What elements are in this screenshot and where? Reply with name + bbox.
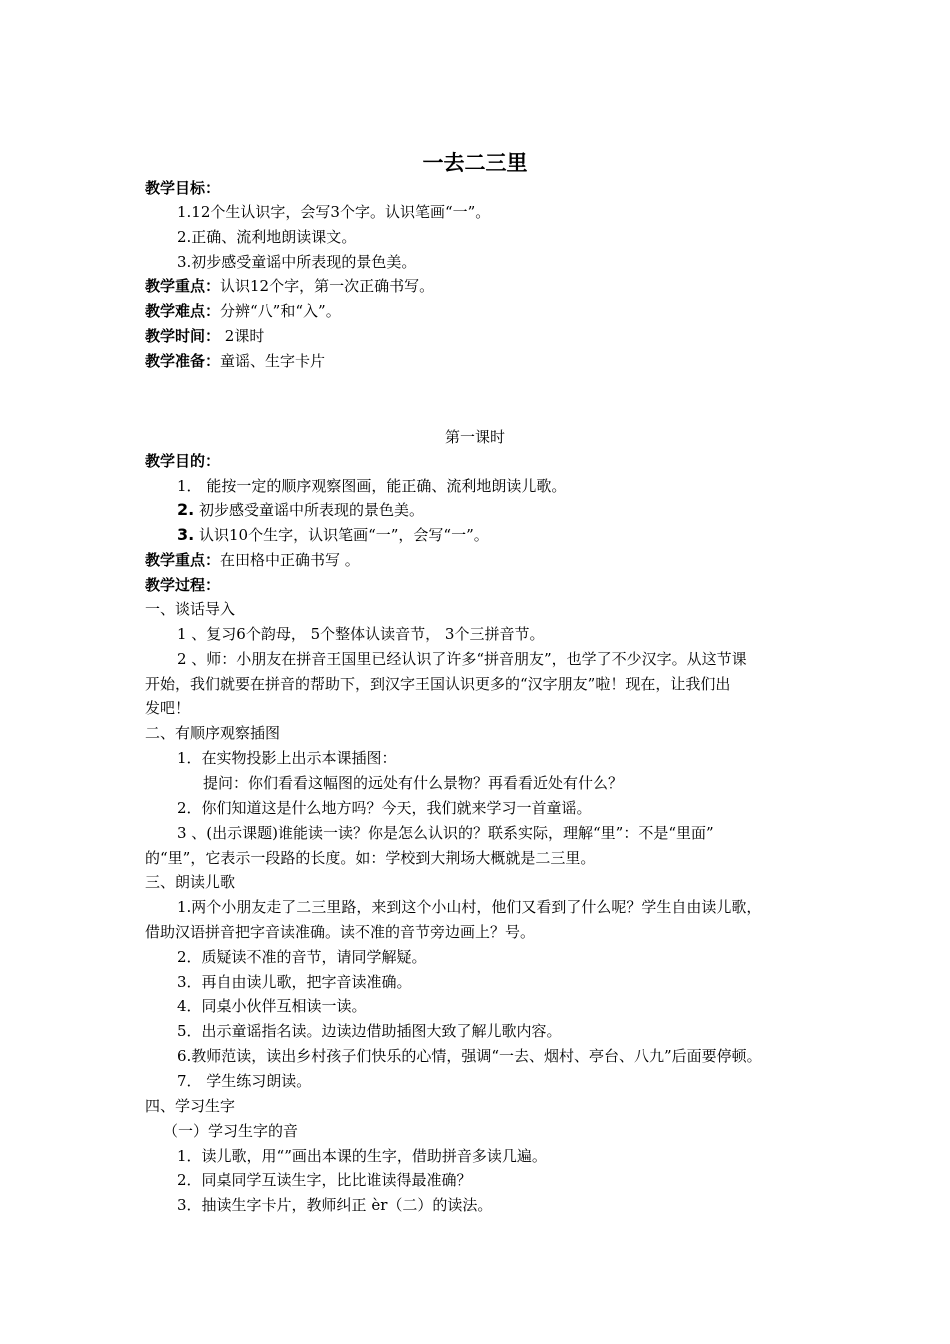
purpose-item	[177, 476, 950, 496]
key-text: 认识12个字，第一次正确书写。	[220, 277, 435, 295]
purpose-num: 3.	[177, 525, 195, 544]
difficulty-label: 教学难点：	[145, 302, 221, 320]
prep-text: 童谣、生字卡片	[220, 352, 326, 370]
time-label: 教学时间：	[145, 327, 221, 345]
key-label: 教学重点：	[145, 277, 221, 295]
purpose-label: 教学目的：	[145, 452, 221, 470]
subsection-title: （一）学习生字的音	[163, 1122, 299, 1140]
time-text: 2课时	[220, 327, 265, 345]
paragraph-line: 发吧！	[145, 699, 191, 717]
paragraph-line: 的“里”，它表示一段路的长度。如：学校到大荆场大概就是二三里。	[145, 849, 596, 867]
section-title: 一、谈话导入	[145, 600, 236, 618]
section-title: 二、有顺序观察插图	[145, 724, 281, 742]
paragraph-line: 借助汉语拼音把字音读准确。读不准的音节旁边画上？号。	[145, 923, 536, 941]
goal-item: 1.12个生认识字，会写3个字。认识笔画“一”。	[177, 203, 491, 221]
prep-label: 教学准备：	[145, 352, 221, 370]
purpose-text: 初步感受童谣中所表现的景色美。	[194, 501, 424, 519]
preparation	[145, 351, 950, 371]
purpose-item	[177, 500, 950, 520]
paragraph-line: 2．你们知道这是什么地方吗？今天，我们就来学习一首童谣。	[177, 799, 592, 817]
paragraph-line: 4．同桌小伙伴互相读一读。	[177, 997, 367, 1015]
paragraph-line: 1.两个小朋友走了二三里路，来到这个小山村，他们又看到了什么呢？学生自由读儿歌，	[177, 898, 762, 916]
teaching-time	[145, 326, 950, 346]
section-title: 三、朗读儿歌	[145, 873, 236, 891]
purpose-item	[177, 525, 950, 545]
purpose-text: 能按一定的顺序观察图画，能正确、流利地朗读儿歌。	[201, 477, 567, 495]
paragraph-line: 1 、复习6个韵母， 5个整体认读音节， 3个三拼音节。	[177, 625, 545, 643]
section-title: 四、学习生字	[145, 1097, 236, 1115]
goal-item: 2.正确、流利地朗读课文。	[177, 228, 357, 246]
paragraph-line: 3．抽读生字卡片，教师纠正 èr（二）的读法。	[177, 1196, 493, 1214]
lesson1-key-text: 在田格中正确书写 。	[220, 551, 360, 569]
document-title: 一去二三里	[422, 150, 528, 175]
difficulty-text: 分辨“八”和“入”。	[220, 302, 341, 320]
paragraph-line: 开始，我们就要在拼音的帮助下，到汉字王国认识更多的“汉字朋友”啦！现在，让我们出	[145, 675, 731, 693]
paragraph-line: 7． 学生练习朗读。	[177, 1072, 312, 1090]
paragraph-line: 3．再自由读儿歌，把字音读准确。	[177, 973, 412, 991]
lesson1-key-label: 教学重点：	[145, 551, 221, 569]
purpose-num: 1．	[177, 477, 202, 495]
paragraph-line: 1．在实物投影上出示本课插图：	[177, 749, 397, 767]
process-label: 教学过程：	[145, 576, 221, 594]
key-points	[145, 276, 950, 296]
paragraph-line: 提问：你们看看这幅图的远处有什么景物？再看看近处有什么？	[203, 774, 624, 792]
purpose-text: 认识10个生字，认识笔画“一”，会写“一”。	[194, 526, 489, 544]
paragraph-line: 3 、(出示课题)谁能读一读？你是怎么认识的？联系实际，理解“里”：不是“里面”	[177, 824, 714, 842]
difficulty	[145, 301, 950, 321]
goals-label: 教学目标：	[145, 179, 221, 197]
purpose-num: 2.	[177, 500, 195, 519]
lesson1-key	[145, 550, 950, 570]
paragraph-line: 6.教师范读，读出乡村孩子们快乐的心情，强调“一去、烟村、亭台、八九”后面要停顿。	[177, 1047, 762, 1065]
lesson1-heading: 第一课时	[444, 428, 505, 446]
paragraph-line: 2．同桌同学互读生字，比比谁读得最准确？	[177, 1171, 472, 1189]
paragraph-line: 1．读儿歌，用“”画出本课的生字，借助拼音多读几遍。	[177, 1147, 547, 1165]
paragraph-line: 2．质疑读不准的音节，请同学解疑。	[177, 948, 427, 966]
paragraph-line: 2 、师：小朋友在拼音王国里已经认识了许多“拼音朋友”，也学了不少汉字。从这节课	[177, 650, 747, 668]
paragraph-line: 5．出示童谣指名读。边读边借助插图大致了解儿歌内容。	[177, 1022, 562, 1040]
goal-item: 3.初步感受童谣中所表现的景色美。	[177, 253, 417, 271]
